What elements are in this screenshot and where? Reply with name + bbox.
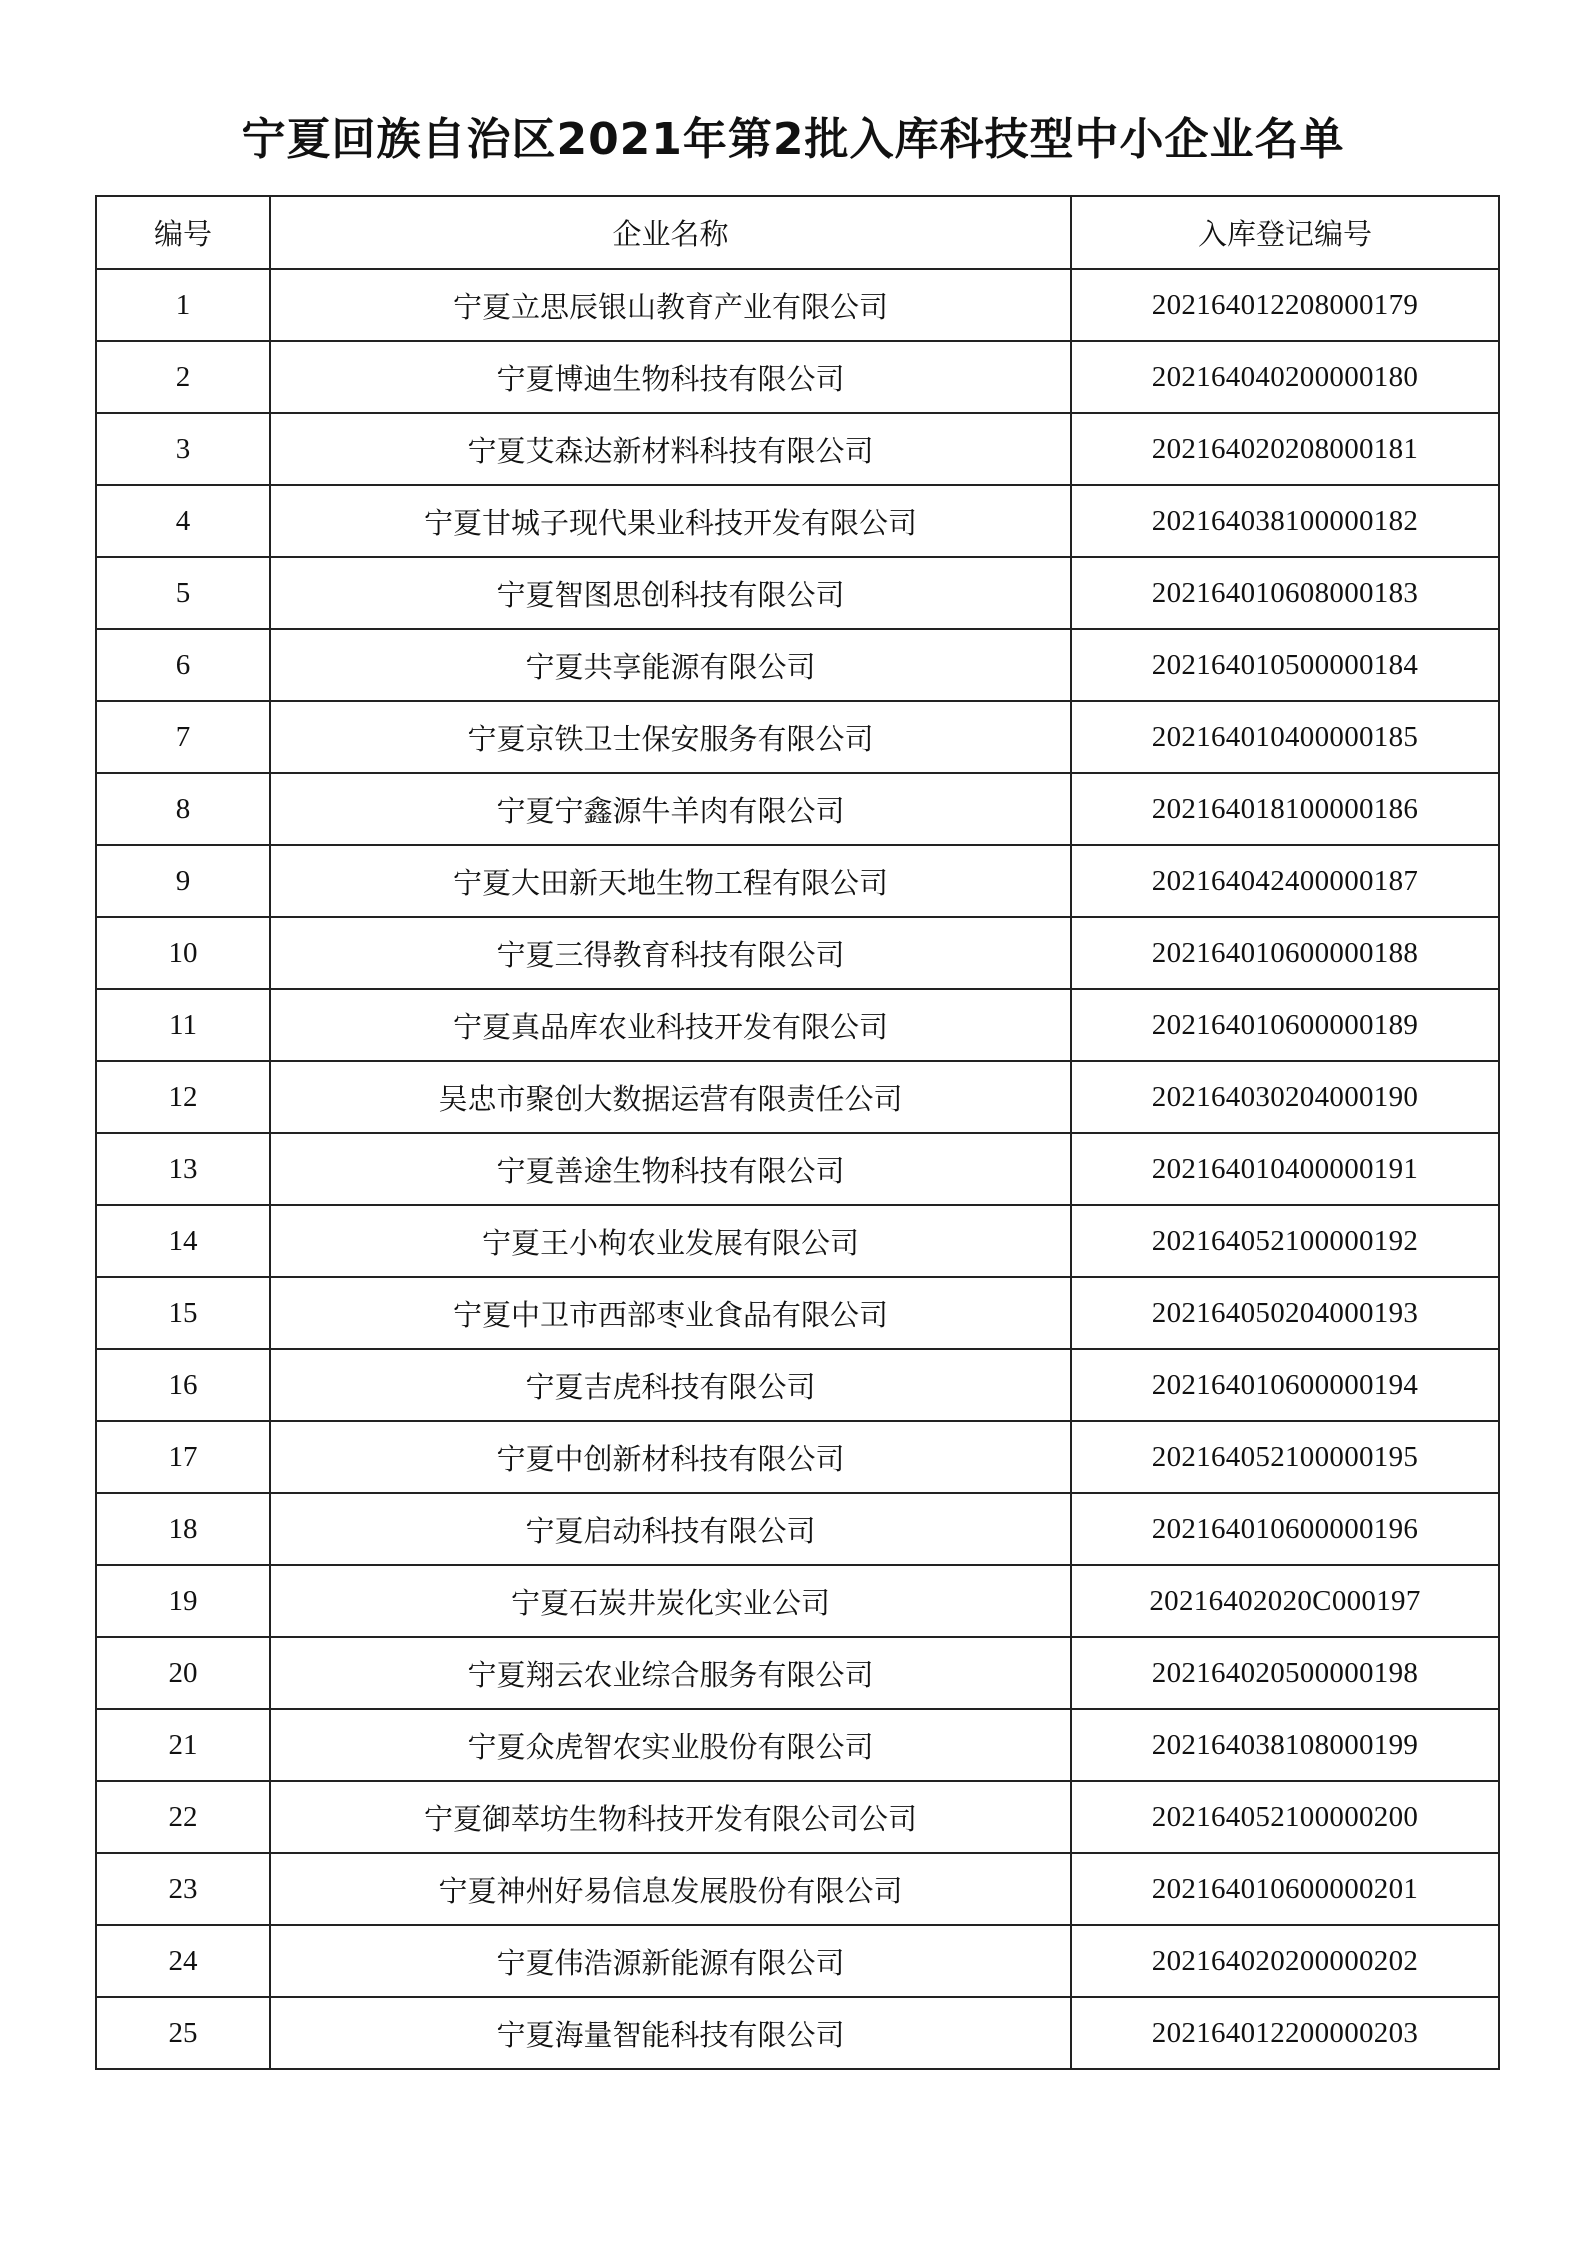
company-name: 宁夏中创新材科技有限公司 (270, 1421, 1071, 1493)
company-name: 宁夏中卫市西部枣业食品有限公司 (270, 1277, 1071, 1349)
registration-code: 202164020208000181 (1071, 413, 1499, 485)
registration-code: 202164010400000185 (1071, 701, 1499, 773)
company-name: 吴忠市聚创大数据运营有限责任公司 (270, 1061, 1071, 1133)
table-row (96, 1061, 1499, 1133)
table-row (96, 413, 1499, 485)
company-name: 宁夏宁鑫源牛羊肉有限公司 (270, 773, 1071, 845)
row-number: 8 (96, 773, 270, 845)
table-row (96, 1781, 1499, 1853)
registration-code: 202164052100000192 (1071, 1205, 1499, 1277)
table-row (96, 845, 1499, 917)
table-row (96, 629, 1499, 701)
table-row (96, 557, 1499, 629)
registration-code: 202164010608000183 (1071, 557, 1499, 629)
row-number: 17 (96, 1421, 270, 1493)
company-name: 宁夏启动科技有限公司 (270, 1493, 1071, 1565)
row-number: 20 (96, 1637, 270, 1709)
row-number: 24 (96, 1925, 270, 1997)
company-name: 宁夏博迪生物科技有限公司 (270, 341, 1071, 413)
row-number: 9 (96, 845, 270, 917)
table-row (96, 917, 1499, 989)
registration-code: 202164010600000201 (1071, 1853, 1499, 1925)
company-name: 宁夏王小枸农业发展有限公司 (270, 1205, 1071, 1277)
company-name: 宁夏翔云农业综合服务有限公司 (270, 1637, 1071, 1709)
row-number: 6 (96, 629, 270, 701)
column-header-name: 企业名称 (270, 196, 1071, 269)
row-number: 12 (96, 1061, 270, 1133)
company-name: 宁夏众虎智农实业股份有限公司 (270, 1709, 1071, 1781)
company-name: 宁夏御萃坊生物科技开发有限公司公司 (270, 1781, 1071, 1853)
column-header-no: 编号 (96, 196, 270, 269)
table-row (96, 1493, 1499, 1565)
company-name: 宁夏三得教育科技有限公司 (270, 917, 1071, 989)
company-name: 宁夏善途生物科技有限公司 (270, 1133, 1071, 1205)
table-row (96, 989, 1499, 1061)
table-body (96, 269, 1499, 2069)
table-row (96, 341, 1499, 413)
column-header-code: 入库登记编号 (1071, 196, 1499, 269)
registration-code: 202164012200000203 (1071, 1997, 1499, 2069)
company-name: 宁夏吉虎科技有限公司 (270, 1349, 1071, 1421)
registration-code: 202164010400000191 (1071, 1133, 1499, 1205)
registration-code: 202164010600000188 (1071, 917, 1499, 989)
registration-code: 202164050204000193 (1071, 1277, 1499, 1349)
row-number: 23 (96, 1853, 270, 1925)
table-row (96, 1133, 1499, 1205)
company-name: 宁夏立思辰银山教育产业有限公司 (270, 269, 1071, 341)
company-name: 宁夏智图思创科技有限公司 (270, 557, 1071, 629)
registration-code: 202164052100000200 (1071, 1781, 1499, 1853)
row-number: 16 (96, 1349, 270, 1421)
registration-code: 20216402020C000197 (1071, 1565, 1499, 1637)
registration-code: 202164018100000186 (1071, 773, 1499, 845)
row-number: 21 (96, 1709, 270, 1781)
row-number: 7 (96, 701, 270, 773)
row-number: 10 (96, 917, 270, 989)
registration-code: 202164038100000182 (1071, 485, 1499, 557)
company-name: 宁夏伟浩源新能源有限公司 (270, 1925, 1071, 1997)
row-number: 19 (96, 1565, 270, 1637)
registration-code: 202164020500000198 (1071, 1637, 1499, 1709)
row-number: 22 (96, 1781, 270, 1853)
table-row (96, 1205, 1499, 1277)
row-number: 4 (96, 485, 270, 557)
row-number: 5 (96, 557, 270, 629)
table-row (96, 773, 1499, 845)
row-number: 1 (96, 269, 270, 341)
registration-code: 202164010500000184 (1071, 629, 1499, 701)
table-row (96, 1277, 1499, 1349)
row-number: 18 (96, 1493, 270, 1565)
table-row (96, 1565, 1499, 1637)
table-row (96, 701, 1499, 773)
row-number: 15 (96, 1277, 270, 1349)
registration-code: 202164042400000187 (1071, 845, 1499, 917)
company-name: 宁夏大田新天地生物工程有限公司 (270, 845, 1071, 917)
table-row (96, 1637, 1499, 1709)
registration-code: 202164010600000189 (1071, 989, 1499, 1061)
enterprise-table (95, 195, 1500, 2070)
row-number: 2 (96, 341, 270, 413)
row-number: 13 (96, 1133, 270, 1205)
registration-code: 202164010600000194 (1071, 1349, 1499, 1421)
table-row (96, 1349, 1499, 1421)
row-number: 25 (96, 1997, 270, 2069)
company-name: 宁夏海量智能科技有限公司 (270, 1997, 1071, 2069)
page-title: 宁夏回族自治区2021年第2批入库科技型中小企业名单 (241, 114, 1345, 165)
table-header-row (96, 196, 1499, 269)
registration-code: 202164012208000179 (1071, 269, 1499, 341)
company-name: 宁夏甘城子现代果业科技开发有限公司 (270, 485, 1071, 557)
row-number: 3 (96, 413, 270, 485)
table-row (96, 1925, 1499, 1997)
registration-code: 202164038108000199 (1071, 1709, 1499, 1781)
table-row (96, 1997, 1499, 2069)
company-name: 宁夏艾森达新材料科技有限公司 (270, 413, 1071, 485)
registration-code: 202164020200000202 (1071, 1925, 1499, 1997)
company-name: 宁夏真品库农业科技开发有限公司 (270, 989, 1071, 1061)
table-row (96, 1709, 1499, 1781)
row-number: 11 (96, 989, 270, 1061)
registration-code: 202164030204000190 (1071, 1061, 1499, 1133)
row-number: 14 (96, 1205, 270, 1277)
company-name: 宁夏神州好易信息发展股份有限公司 (270, 1853, 1071, 1925)
registration-code: 202164010600000196 (1071, 1493, 1499, 1565)
company-name: 宁夏共享能源有限公司 (270, 629, 1071, 701)
table-row (96, 269, 1499, 341)
company-name: 宁夏石炭井炭化实业公司 (270, 1565, 1071, 1637)
registration-code: 202164052100000195 (1071, 1421, 1499, 1493)
company-name: 宁夏京铁卫士保安服务有限公司 (270, 701, 1071, 773)
registration-code: 202164040200000180 (1071, 341, 1499, 413)
table-row (96, 485, 1499, 557)
table-row (96, 1421, 1499, 1493)
table-row (96, 1853, 1499, 1925)
